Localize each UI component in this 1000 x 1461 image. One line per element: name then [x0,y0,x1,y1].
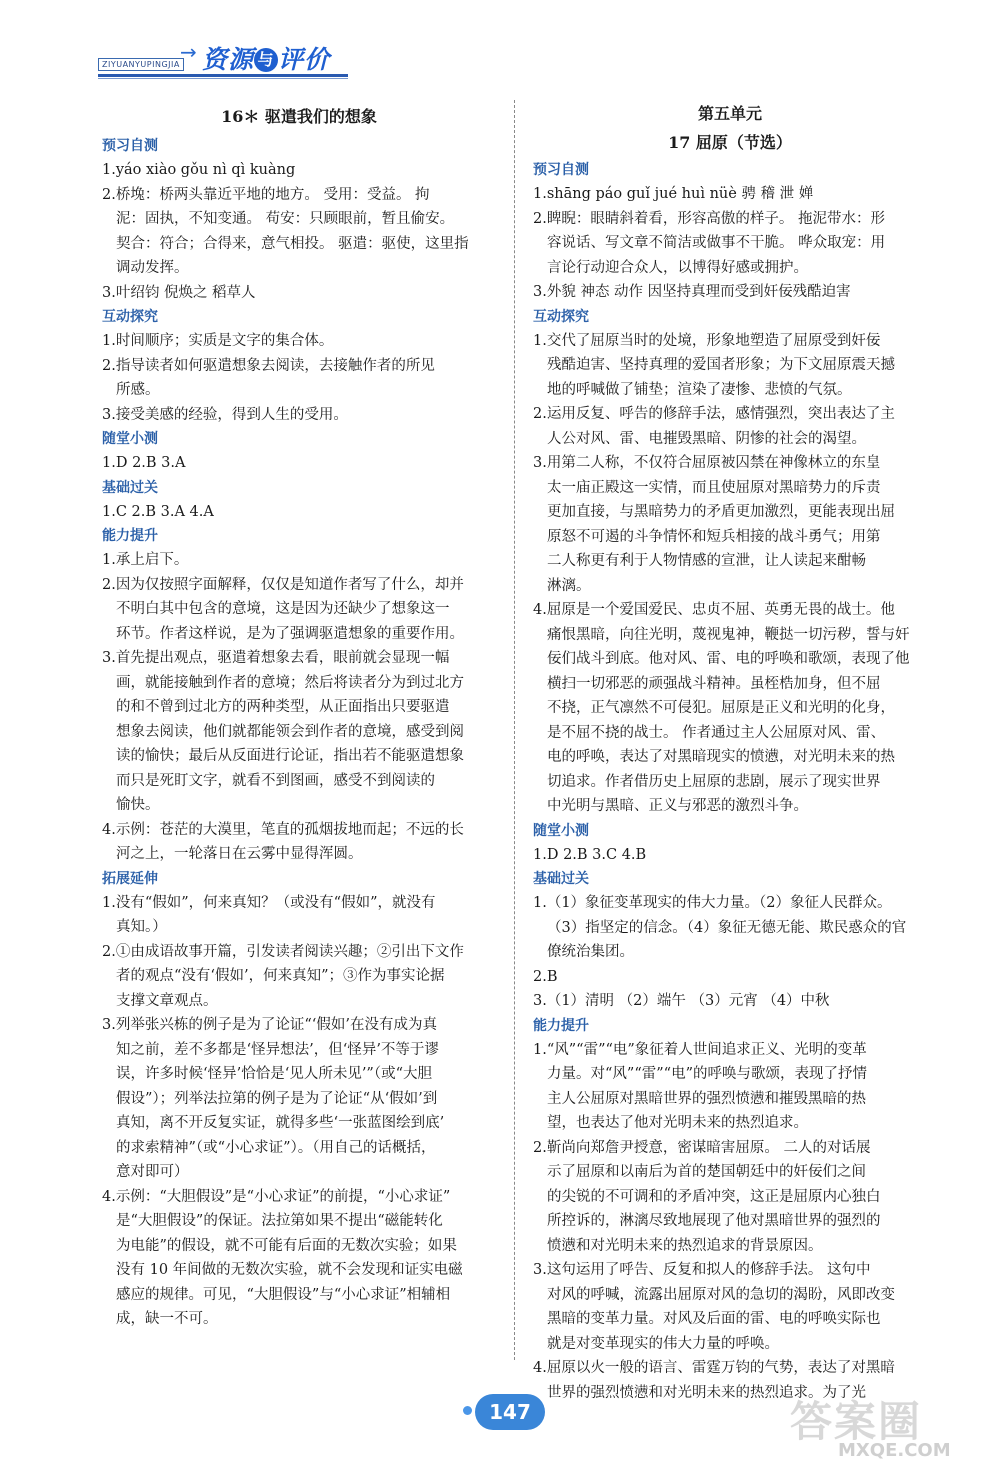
answer-line: 知之前，差不多都是‘怪异想法’，但‘怪异’不等于谬 [116,1041,439,1058]
answer-line: 4.示例：苍茫的大漠里，笔直的孤烟拔地而起；不远的长 [102,821,464,838]
answer-line: 3.叶绍钧 倪焕之 稻草人 [102,284,256,301]
lesson-17-title: 17 屈原（节选） [668,133,792,152]
header-pinyin: ZIYUANYUPINGJIA [98,58,184,71]
answer-line: 而只是死盯文字，就看不到图画，感受不到阅读的 [116,772,435,789]
answer-line: 3.接受美感的经验，得到人生的受用。 [102,406,348,423]
answer-line: 3.（1）清明 （2）端午 （3）元宵 （4）中秋 [533,993,830,1009]
answer-line: 环节。作者这样说，是为了强调驱遣想象的重要作用。 [116,625,464,642]
answer-line: 言论行动迎合众人，以博得好感或拥护。 [547,259,808,276]
arrow-icon: → [180,40,197,64]
column-divider [514,100,515,1360]
answer-line: （3）指坚定的信念。（4）象征无德无能、欺民惑众的官 [547,919,907,936]
header-rule-thin [98,78,348,79]
answer-line: 1.交代了屈原当时的处境，形象地塑造了屈原受到奸佞 [533,332,881,349]
section-heading: 能力提升 [102,528,158,544]
answer-line: 更加直接，与黑暗势力的矛盾更加激烈，更能表现出屈 [547,504,895,520]
watermark-url: MXQE.COM [838,1440,951,1461]
watermark [790,1397,990,1461]
answer-line: 想象去阅读，他们就都能领会到作者的意境，感受到阅 [116,723,464,740]
section-heading: 基础过关 [533,871,589,887]
answer-line: 4.屈原是一个爱国爱民、忠贞不屈、英勇无畏的战士。他 [533,602,895,618]
answer-line: 残酷迫害、坚持真理的爱国者形象；为下文屈原震天撼 [547,357,895,373]
answer-line: 愉快。 [116,797,160,813]
answer-line: 真知。） [116,919,167,935]
answer-line: 1.时间顺序；实质是文字的集合体。 [102,333,334,349]
answer-line: 原怒不可遏的斗争情怀和短兵相接的战斗勇气；用第 [547,528,881,545]
lesson-16-title: 16＊ 驱遣我们的想象 [221,107,377,126]
answer-line: 3.外貌 神态 动作 因坚持真理而受到奸佞残酷迫害 [533,284,851,300]
answer-line: 2.指导读者如何驱遣想象去阅读，去接触作者的所见 [102,357,435,374]
answer-line: 1.（1）象征变革现实的伟大力量。（2）象征人民群众。 [533,895,892,911]
answer-line: 契合：符合；合得来，意气相投。 驱遣：驱使，这里指 [116,235,469,252]
answer-line: 1.yáo xiào gǒu nì qì kuàng [102,162,296,178]
unit-5-title: 第五单元 [697,104,762,123]
answer-line: 河之上，一轮落日在云雾中显得浑圆。 [116,846,363,862]
section-heading: 互动探究 [533,308,589,325]
answer-line: 望，也表达了他对光明未来的热烈追求。 [547,1115,808,1131]
page-header [98,38,348,82]
answer-line: 3.这句运用了呼告、反复和拟人的修辞手法。 这句中 [533,1262,871,1278]
right-column [533,100,927,1405]
answer-line: 痛恨黑暗，向往光明，蔑视鬼神，鞭挞一切污秽，誓与奸 [547,626,910,643]
answer-line: 画，就能接触到作者的意境；然后将读者分为到过北方 [116,674,464,691]
watermark-logo: 答案圈 [790,1397,923,1446]
answer-line: 不挠，正气凛然不可侵犯。屈原是正义和光明的化身， [547,700,895,716]
header-rule [98,74,348,77]
answer-line: 佞们战斗到底。他对风、雷、电的呼唤和歌颂，表现了他 [547,651,910,667]
answer-line: 3.首先提出观点，驱遣着想象去看，眼前就会显现一幅 [102,650,450,666]
answer-line: 所控诉的，淋漓尽致地展现了他对黑暗世界的强烈的 [547,1213,881,1229]
answer-line: 误，许多时候‘怪异’恰恰是‘见人所未见’”（或“大胆 [116,1066,433,1082]
answer-line: 调动发挥。 [116,260,189,276]
answer-line: 意对即可） [116,1164,189,1180]
answer-line: 僚统治集团。 [547,944,634,960]
page-badge-dot [463,1406,472,1415]
answer-line: 愤懑和对光明未来的热烈追求的背景原因。 [547,1237,823,1254]
answer-line: 切追求。作者借历史上屈原的悲剧，展示了现实世界 [547,773,881,790]
answer-line: 1.D 2.B 3.C 4.B [533,846,647,863]
answer-line: 感应的规律。可见，“大胆假设”与“小心求证”相辅相 [116,1286,451,1303]
answer-line: 3.用第二人称，不仅符合屈原被囚禁在神像林立的东皇 [533,455,881,471]
answer-line: 容说话、写文章不简洁或做事不干脆。 哗众取宠：用 [547,235,886,251]
answer-line: 地的呼喊做了铺垫；渲染了凄惨、悲愤的气氛。 [547,381,852,398]
answer-line: 是“大胆假设”的保证。法拉第如果不提出“磁能转化 [116,1213,443,1229]
brand-text-a: 资源 [202,45,255,74]
answer-line: 所感。 [116,382,160,398]
section-heading: 拓展延伸 [102,870,158,887]
answer-line: 4.屈原以火一般的语言、雷霆万钧的气势，表达了对黑暗 [533,1360,895,1376]
answer-line: 为电能”的假设，就不可能有后面的无数次实验；如果 [116,1237,457,1254]
brand-yu-badge: 与 [254,48,278,72]
answer-line: 人公对风、雷、电摧毁黑暗、阴惨的社会的渴望。 [547,430,866,447]
section-heading: 基础过关 [102,479,158,496]
answer-line: 2.B [533,968,558,985]
answer-line: 电的呼唤，表达了对黑暗现实的愤懑，对光明未来的热 [547,749,895,765]
answer-line: 泥：固执，不知变通。 苟安：只顾眼前，暂且偷安。 [116,211,455,227]
answer-line: 4.示例：“大胆假设”是“小心求证”的前提，“小心求证” [102,1188,451,1205]
answer-line: 2.睥睨：眼睛斜着看，形容高傲的样子。 拖泥带水：形 [533,210,885,227]
section-heading: 预习自测 [102,138,158,154]
section-heading: 能力提升 [533,1017,589,1034]
answer-line: 1.D 2.B 3.A [102,455,186,471]
answer-line: 2.因为仅按照字面解释，仅仅是知道作者写了什么，却并 [102,576,464,593]
answer-line: 2.运用反复、呼告的修辞手法，感情强烈，突出表达了主 [533,406,895,422]
answer-line: 横扫一切邪恶的顽强战斗精神。虽桎梏加身，但不屈 [547,675,881,692]
answer-line: 二人称更有利于人物情感的宣泄，让人读起来酣畅 [547,553,866,569]
answer-line: 假设”）；列举法拉第的例子是为了论证“从‘假如’到 [116,1090,438,1107]
answer-line: 的求索精神”（或“小心求证”）。（用自己的话概括， [116,1139,436,1156]
answer-line: 1.承上启下。 [102,552,189,568]
answer-line: 不明白其中包含的意境，这是因为还缺少了想象这一 [116,601,450,617]
answer-line: 世界的强烈愤懑和对光明未来的热烈追求。为了光 [547,1384,866,1401]
answer-line: 2.靳尚向郑詹尹授意，密谋暗害屈原。 二人的对话展 [533,1139,871,1156]
answer-line: 是不屈不挠的战士。 作者通过主人公屈原对风、雷、 [547,724,886,741]
answer-line: 的和不曾到过北方的两种类型，从正面指出只要驱遣 [116,699,450,715]
answer-line: 的尖锐的不可调和的矛盾冲突，这正是屈原内心独白 [547,1188,881,1205]
answer-line: 就是对变革现实的伟大力量的呼唤。 [547,1335,779,1352]
answer-line: 示了屈原和以南后为首的楚国朝廷中的奸佞们之间 [547,1164,866,1180]
section-heading: 随堂小测 [533,822,589,839]
answer-line: 支撑文章观点。 [116,992,218,1009]
section-heading: 互动探究 [102,309,158,325]
brand-logo [202,40,330,76]
answer-line: 力量。对“风”“雷”“电”的呼唤与歌颂，表现了抒情 [547,1066,867,1082]
answer-line: 黑暗的变革力量。对风及后面的雷、电的呼唤实际也 [547,1311,881,1327]
page-number-badge [475,1394,545,1430]
answer-line: 成，缺一不可。 [116,1311,218,1327]
answer-line: 读的愉快；最后从反面进行论证，指出若不能驱遣想象 [116,748,464,764]
page-number: 147 [489,1400,531,1424]
brand-text-b: 评价 [278,45,331,74]
answer-line: 太一庙正殿这一实情，而且使屈原对黑暗势力的斥责 [547,479,881,496]
answer-line: 1.“风”“雷”“电”象征着人世间追求正义、光明的变革 [533,1041,867,1058]
answer-line: 1.C 2.B 3.A 4.A [102,503,214,520]
section-heading: 随堂小测 [102,431,158,447]
answer-line: 1.shāng páo guǐ jué huì nüè 骋 稽 泄 婵 [533,186,814,202]
answer-line: 主人公屈原对黑暗世界的强烈愤懑和摧毁黑暗的热 [547,1090,866,1107]
answer-line: 中光明与黑暗、正义与邪恶的激烈斗争。 [547,798,808,814]
answer-line: 淋漓。 [547,577,591,594]
answer-line: 1.没有“假如”，何来真知？（或没有“假如”，就没有 [102,894,436,911]
answer-line: 没有 10 年间做的无数次实验，就不会发现和证实电磁 [116,1262,463,1278]
section-heading: 预习自测 [533,162,589,178]
answer-line: 2.①由成语故事开篇，引发读者阅读兴趣；②引出下文作 [102,943,464,960]
answer-line: 2.桥堍：桥两头靠近平地的地方。 受用：受益。 拘 [102,186,430,203]
answer-line: 者的观点“没有‘假如’，何来真知”；③作为事实论据 [116,968,445,984]
left-column [102,100,496,1332]
answer-line: 3.列举张兴栋的例子是为了论证“‘假如’在没有成为真 [102,1017,437,1033]
answer-line: 对风的呼喊，流露出屈原对风的急切的渴盼，风即改变 [547,1286,895,1303]
answer-line: 真知，离不开反复实证，就得多些‘一张蓝图绘到底’ [116,1115,445,1131]
